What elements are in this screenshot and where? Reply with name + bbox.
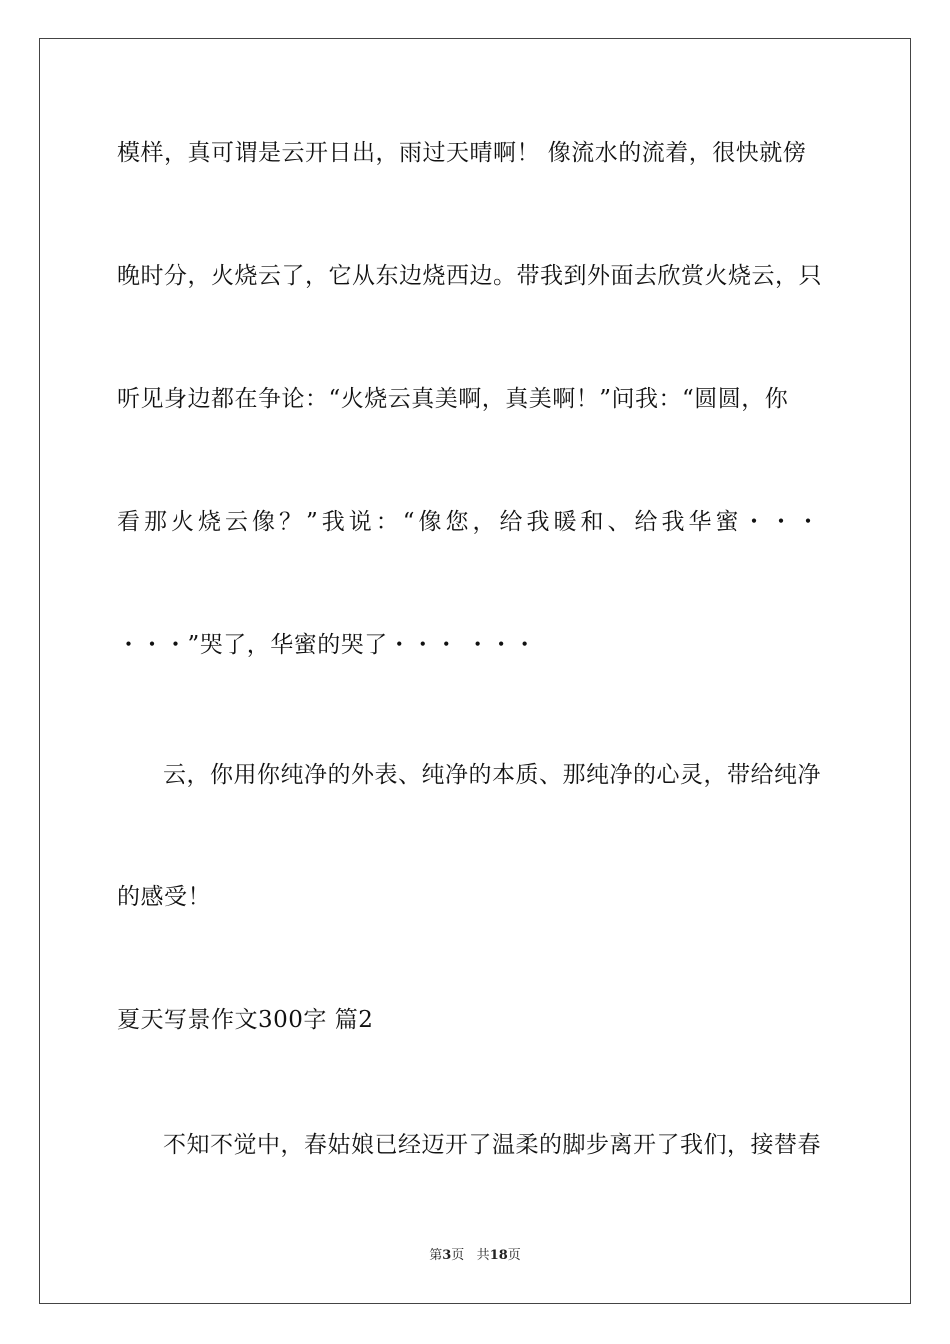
section-heading: 夏天写景作文300字 篇2 <box>117 1007 374 1033</box>
text-line-7: 的感受！ <box>117 884 211 910</box>
paragraph-indented-line: 云，你用你纯净的外表、纯净的本质、那纯净的心灵，带给纯净 <box>163 762 821 788</box>
page-label-prefix: 第 <box>429 1248 443 1263</box>
page-label-suffix: 页 <box>451 1248 465 1263</box>
page-footer <box>0 1247 950 1265</box>
total-label-suffix: 页 <box>507 1248 521 1263</box>
text-line-5: ・・・”哭了，华蜜的哭了・・・ ・・・ <box>117 632 537 658</box>
text-line-4: 看那火烧云像？”我说：“像您，给我暖和、给我华蜜・・・ <box>117 509 824 535</box>
paragraph-start-line: 不知不觉中，春姑娘已经迈开了温柔的脚步离开了我们，接替春 <box>163 1132 821 1158</box>
total-pages: 18 <box>489 1248 508 1263</box>
total-label-prefix: 共 <box>476 1248 490 1263</box>
page-border <box>39 38 911 1304</box>
text-line-2: 晚时分，火烧云了，它从东边烧西边。带我到外面去欣赏火烧云，只 <box>117 263 822 289</box>
page-number: 3 <box>442 1248 452 1263</box>
text-line-1: 模样，真可谓是云开日出，雨过天晴啊！ 像流水的流着，很快就傍 <box>117 140 807 166</box>
text-line-3: 听见身边都在争论：“火烧云真美啊，真美啊！”问我：“圆圆，你 <box>117 386 789 412</box>
